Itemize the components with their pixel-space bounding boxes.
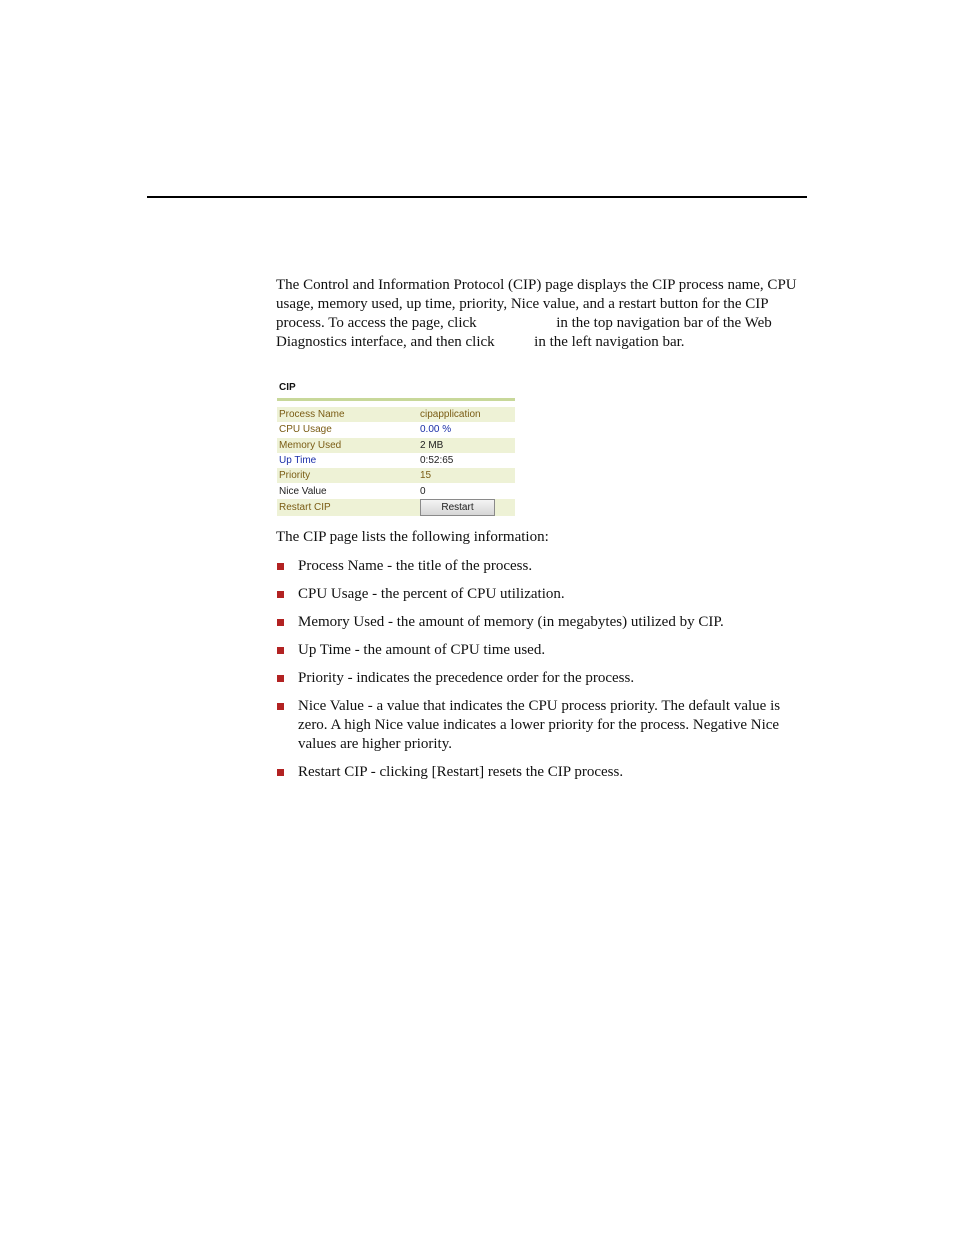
bullet-text: Priority - indicates the precedence order for the process. bbox=[298, 670, 635, 686]
bullet-text: Up Time - the amount of CPU time used. bbox=[298, 642, 546, 658]
intro-paragraph bbox=[276, 276, 811, 352]
row-label-restart-cip: Restart CIP bbox=[277, 499, 418, 516]
bullet-square-icon bbox=[277, 675, 284, 682]
cip-screenshot-panel bbox=[277, 380, 515, 517]
intro-text-1: The Control and Information Protocol (CIP) page displays the CIP process name, CPU usage, memory used, up time, priority, Nice value, and a restart button for the CIP process. To access the page, click bbox=[276, 277, 797, 331]
bullet-text: Restart CIP - clicking [Restart] resets the CIP process. bbox=[298, 764, 624, 780]
intro-text-3: in the left navigation bar. bbox=[534, 334, 685, 350]
list-item bbox=[276, 763, 806, 782]
bullet-square-icon bbox=[277, 591, 284, 598]
row-label-nice-value: Nice Value bbox=[279, 485, 327, 497]
row-label-process-name: Process Name bbox=[277, 407, 418, 422]
bullet-text: Memory Used - the amount of memory (in megabytes) utilized by CIP. bbox=[298, 614, 724, 630]
list-item bbox=[276, 669, 806, 688]
table-row bbox=[277, 499, 515, 516]
bullet-square-icon bbox=[277, 619, 284, 626]
table-row bbox=[277, 407, 515, 422]
row-value-priority: 15 bbox=[418, 468, 515, 483]
table-row bbox=[277, 453, 515, 468]
row-value-process-name: cipapplication bbox=[418, 407, 515, 422]
bullet-square-icon bbox=[277, 647, 284, 654]
bullet-square-icon bbox=[277, 703, 284, 710]
table-row bbox=[277, 468, 515, 483]
row-label-priority: Priority bbox=[277, 468, 418, 483]
list-lead-text: The CIP page lists the following information: bbox=[276, 529, 549, 545]
list-item bbox=[276, 697, 806, 754]
cip-panel-title-bar bbox=[277, 398, 515, 401]
cip-info-table bbox=[277, 407, 515, 516]
row-value-nice-value: 0 bbox=[420, 485, 426, 497]
row-label-cpu-usage: CPU Usage bbox=[279, 424, 332, 436]
bullet-square-icon bbox=[277, 563, 284, 570]
row-value-restart-cip bbox=[418, 499, 515, 516]
info-bullet-list bbox=[276, 557, 806, 791]
table-row bbox=[277, 483, 515, 498]
row-label-up-time: Up Time bbox=[279, 455, 317, 467]
table-row bbox=[277, 438, 515, 453]
intro-text-2: in the top navigation bar of the Web Diagnostics interface, and then click bbox=[276, 315, 772, 350]
row-value-up-time: 0:52:65 bbox=[420, 455, 454, 467]
cip-panel-title: CIP bbox=[279, 382, 296, 393]
row-label-memory-used: Memory Used bbox=[277, 438, 418, 453]
list-item bbox=[276, 557, 806, 576]
list-item bbox=[276, 641, 806, 660]
bullet-text: Process Name - the title of the process. bbox=[298, 558, 533, 574]
bullet-square-icon bbox=[277, 769, 284, 776]
row-value-memory-used: 2 MB bbox=[418, 438, 515, 453]
list-item bbox=[276, 585, 806, 604]
bullet-text: CPU Usage - the percent of CPU utilization. bbox=[298, 586, 565, 602]
list-item bbox=[276, 613, 806, 632]
table-row bbox=[277, 422, 515, 437]
bullet-text: Nice Value - a value that indicates the CPU process priority. The default value is zero. A high Nice value indicates a lower priority for the process. Negative Nice values are higher priority. bbox=[298, 698, 781, 752]
row-value-cpu-usage: 0.00 % bbox=[420, 424, 452, 436]
header-rule bbox=[147, 196, 807, 198]
restart-button[interactable]: Restart bbox=[420, 499, 495, 516]
